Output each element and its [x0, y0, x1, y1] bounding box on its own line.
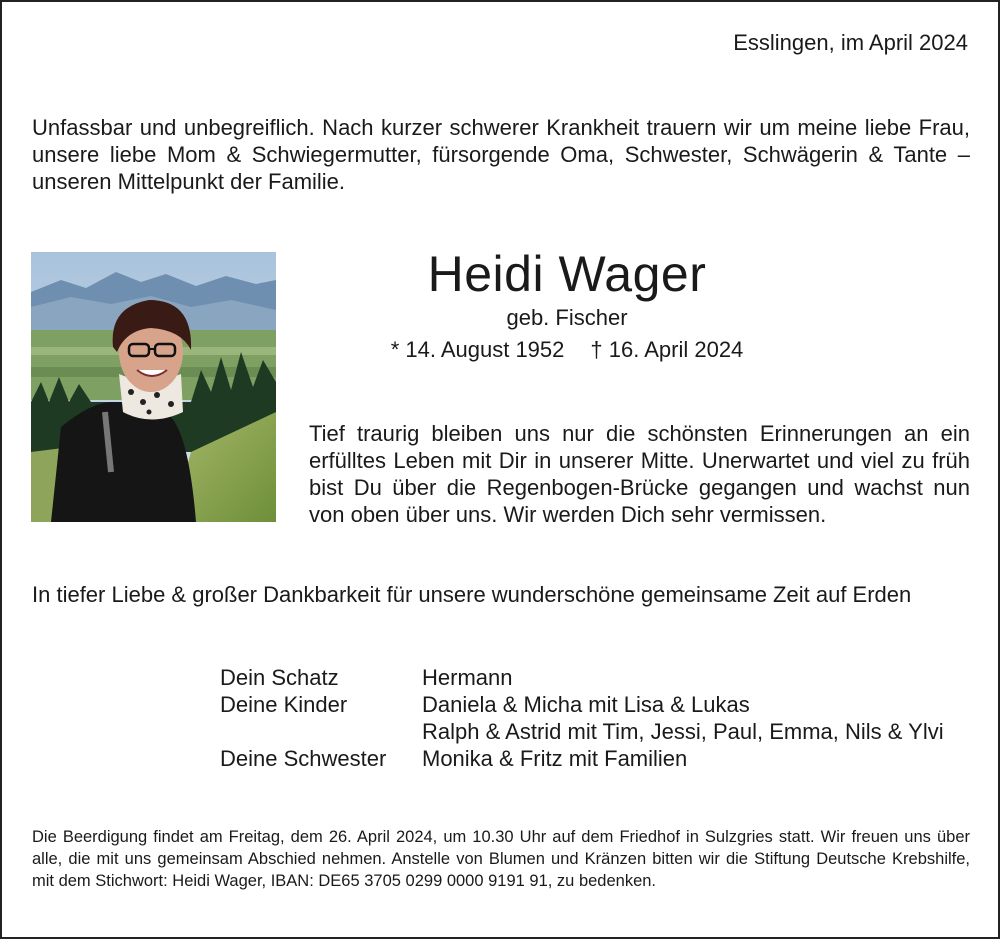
mourner-role: Deine Kinder: [220, 692, 348, 717]
mourner-row: [220, 664, 972, 691]
life-dates: [312, 337, 822, 363]
funeral-notice: Die Beerdigung findet am Freitag, dem 26. April 2024, um 10.30 Uhr auf dem Friedhof in Sulzgries statt. Wir freuen uns über alle, die mit uns gemeinsam Abschied nehmen. Anstelle von Blumen und Kränzen bitten wir die Stiftung Deutsche Krebshilfe, mit dem Stichwort: Heidi Wager, IBAN: DE65 3705 0299 0000 9191 91, zu bedenken.: [32, 828, 970, 890]
mourner-role: Dein Schatz: [220, 665, 339, 690]
birth-date: * 14. August 1952: [390, 337, 565, 362]
portrait-photo: [31, 252, 276, 522]
mourner-names: Hermann: [422, 665, 513, 690]
mourner-names: Daniela & Micha mit Lisa & Lukas: [422, 692, 750, 717]
mourner-role: [220, 718, 422, 745]
memorial-quote: Tief traurig bleiben uns nur die schönsten Erinnerungen an ein erfülltes Leben mit Dir in unserer Mitte. Unerwartet und viel zu früh bist Du über die Regenbogen-Brücke gegangen und wachst nun von oben über uns. Wir werden Dich sehr vermissen.: [309, 421, 970, 527]
mourner-names: Ralph & Astrid mit Tim, Jessi, Paul, Emma, Nils & Ylvi: [422, 719, 944, 744]
death-date: † 16. April 2024: [590, 337, 744, 362]
mourner-row: [220, 691, 972, 718]
portrait-photo-image: [31, 252, 276, 522]
mourner-row: [220, 718, 972, 745]
mourner-names: Monika & Fritz mit Familien: [422, 746, 688, 771]
mourners-list: [220, 664, 972, 772]
mourner-row: [220, 745, 972, 772]
place-date: Esslingen, im April 2024: [733, 30, 968, 55]
deceased-name: Heidi Wager: [427, 246, 707, 302]
closing-line: In tiefer Liebe & großer Dankbarkeit für unsere wunderschöne gemeinsame Zeit auf Erden: [32, 582, 912, 607]
intro-text: Unfassbar und unbegreiflich. Nach kurzer schwerer Krankheit trauern wir um meine liebe Frau, unsere liebe Mom & Schwiegermutter, fürsorgende Oma, Schwester, Schwägerin & Tante – unseren Mittelpunkt der Familie.: [32, 115, 970, 194]
birth-name: geb. Fischer: [506, 305, 628, 330]
mourner-role: Deine Schwester: [220, 746, 387, 771]
